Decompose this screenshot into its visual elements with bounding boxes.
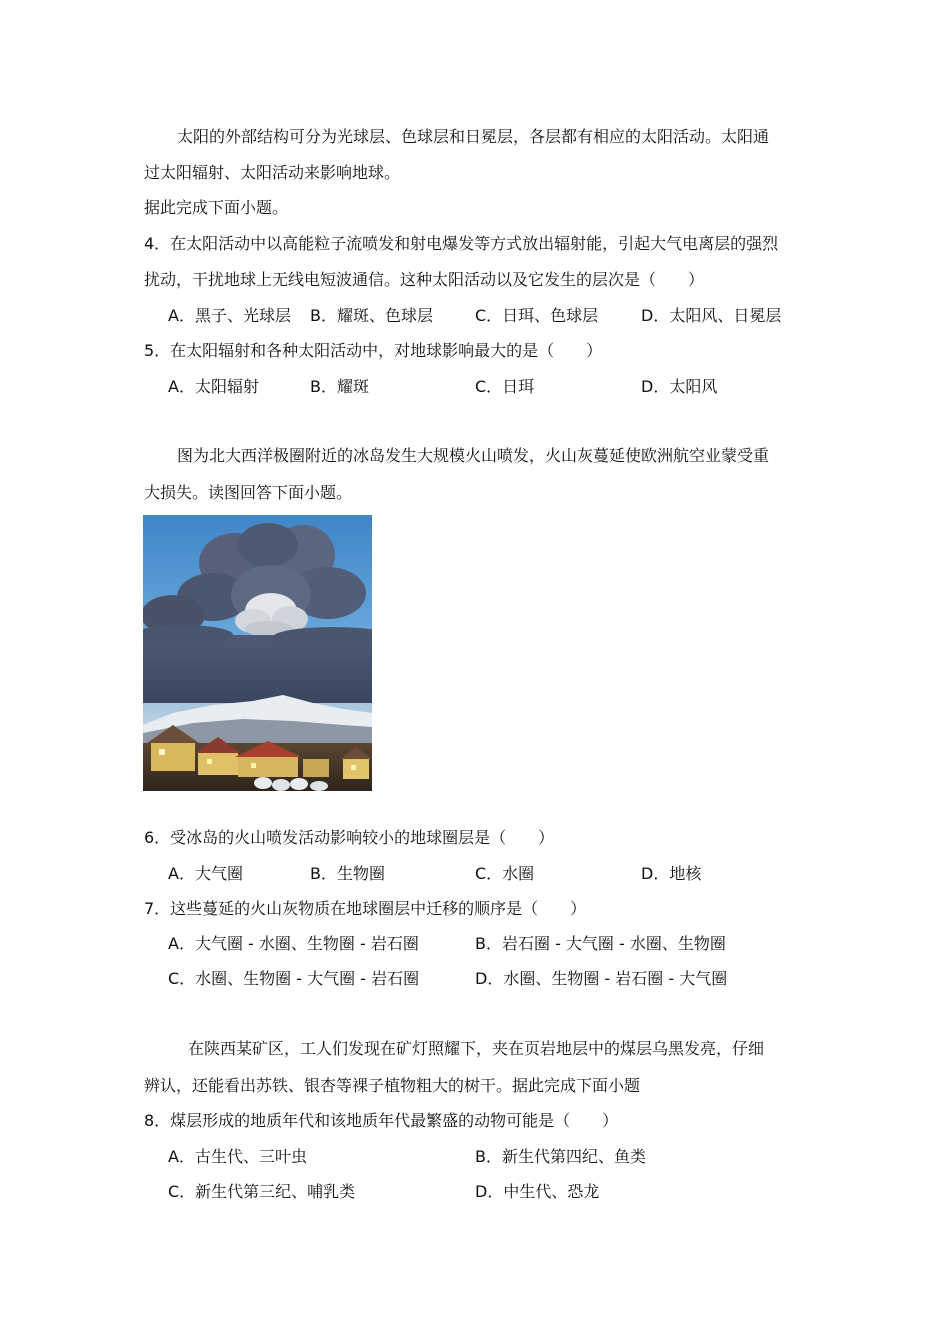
question-6-option-a[interactable]: A．大气圈 xyxy=(168,864,243,883)
question-7-option-b[interactable]: B．岩石圈 - 大气圈 - 水圈、生物圈 xyxy=(475,934,726,953)
question-6-option-b[interactable]: B．生物圈 xyxy=(310,864,385,883)
volcano-eruption-photo-icon xyxy=(143,515,372,791)
question-5-option-c[interactable]: C．日珥 xyxy=(475,377,535,396)
passage3-line1: 在陕西某矿区，工人们发现在矿灯照耀下，夹在页岩地层中的煤层乌黑发亮，仔细 xyxy=(188,1039,765,1058)
question-7-option-d[interactable]: D．水圈、生物圈 - 岩石圈 - 大气圈 xyxy=(475,969,728,988)
passage1-instruction: 据此完成下面小题。 xyxy=(144,198,289,217)
question-7-stem: 7．这些蔓延的火山灰物质在地球圈层中迁移的顺序是（ ） xyxy=(144,899,587,918)
question-4-option-a[interactable]: A．黑子、光球层 xyxy=(168,306,291,325)
question-6-option-c[interactable]: C．水圈 xyxy=(475,864,535,883)
passage2-line1: 图为北大西洋极圈附近的冰岛发生大规模火山喷发，火山灰蔓延使欧洲航空业蒙受重 xyxy=(177,446,770,465)
question-4-option-d[interactable]: D．太阳风、日冕层 xyxy=(641,306,782,325)
question-8-option-b[interactable]: B．新生代第四纪、鱼类 xyxy=(475,1147,646,1166)
question-8-option-a[interactable]: A．古生代、三叶虫 xyxy=(168,1147,307,1166)
question-8-option-c[interactable]: C．新生代第三纪、哺乳类 xyxy=(168,1182,356,1201)
passage2-line2: 大损失。读图回答下面小题。 xyxy=(144,483,353,502)
question-5-option-a[interactable]: A．太阳辐射 xyxy=(168,377,259,396)
question-6-stem: 6．受冰岛的火山喷发活动影响较小的地球圈层是（ ） xyxy=(144,828,555,847)
question-8-option-d[interactable]: D．中生代、恐龙 xyxy=(475,1182,600,1201)
question-8-stem: 8．煤层形成的地质年代和该地质年代最繁盛的动物可能是（ ） xyxy=(144,1111,619,1130)
question-4-line1: 4．在太阳活动中以高能粒子流喷发和射电爆发等方式放出辐射能，引起大气电离层的强烈 xyxy=(144,234,779,253)
question-5-option-b[interactable]: B．耀斑 xyxy=(310,377,369,396)
passage3-line2: 辨认，还能看出苏铁、银杏等裸子植物粗大的树干。据此完成下面小题 xyxy=(144,1076,641,1095)
question-4-line2: 扰动，干扰地球上无线电短波通信。这种太阳活动以及它发生的层次是（ ） xyxy=(144,270,705,289)
question-4-option-b[interactable]: B．耀斑、色球层 xyxy=(310,306,433,325)
question-6-option-d[interactable]: D．地核 xyxy=(641,864,702,883)
passage1-line2: 过太阳辐射、太阳活动来影响地球。 xyxy=(144,163,401,182)
question-5-stem: 5．在太阳辐射和各种太阳活动中，对地球影响最大的是（ ） xyxy=(144,341,603,360)
question-7-option-a[interactable]: A．大气圈 - 水圈、生物圈 - 岩石圈 xyxy=(168,934,419,953)
passage1-line1: 太阳的外部结构可分为光球层、色球层和日冕层，各层都有相应的太阳活动。太阳通 xyxy=(177,127,770,146)
question-7-option-c[interactable]: C．水圈、生物圈 - 大气圈 - 岩石圈 xyxy=(168,969,420,988)
question-5-option-d[interactable]: D．太阳风 xyxy=(641,377,718,396)
question-4-option-c[interactable]: C．日珥、色球层 xyxy=(475,306,599,325)
